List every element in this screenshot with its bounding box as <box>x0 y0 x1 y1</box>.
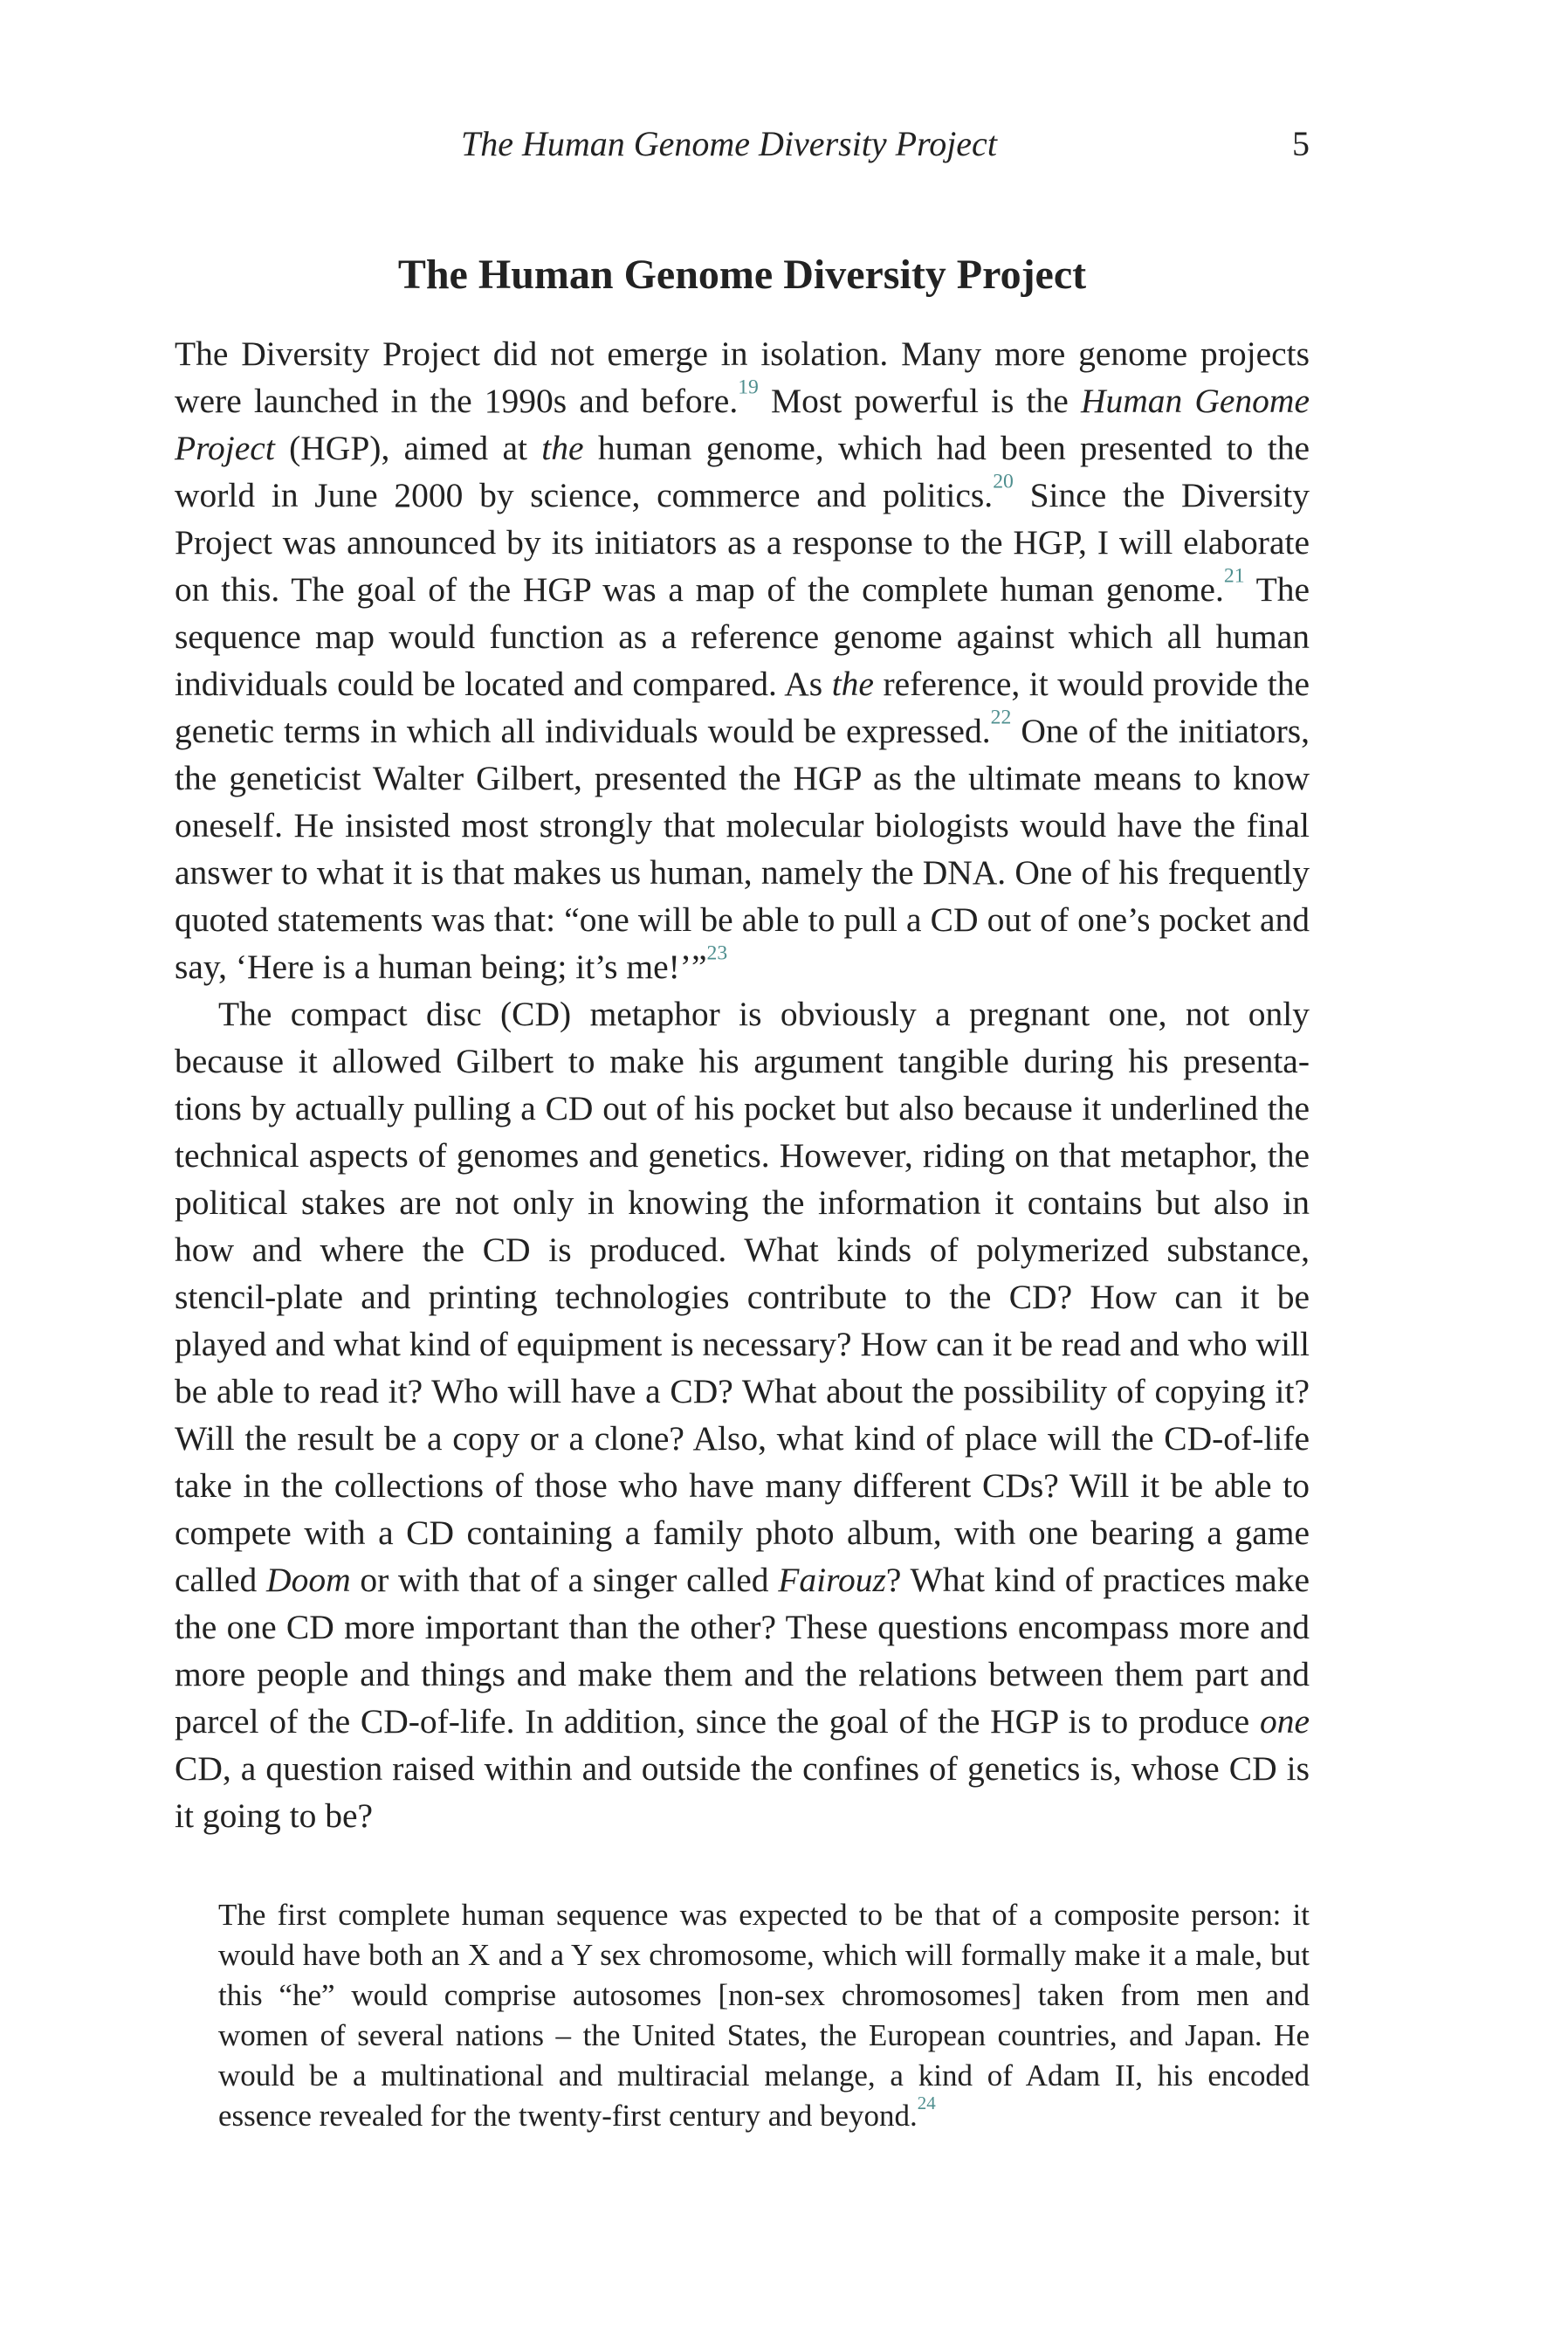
running-head <box>175 122 1310 166</box>
p1-text: Most powerful is the <box>758 382 1081 420</box>
p2-text: ? What kind of practices make the one CD more important than the other? These questions encompass more and more people and things and make them and the relations between them part and parcel of the CD-of-life. In addition, since the goal of the HGP is to produce <box>175 1561 1310 1741</box>
p2-emphasis: one <box>1259 1702 1310 1741</box>
p1-text: One of the initiators, the geneticist Walter Gilbert, presented the HGP as the ultimate means to know oneself. He insisted most strongly that molecular biologists would have the final answer to what it is that makes us human, namely the DNA. One of his frequently quoted statements was that: “one will be able to pull a CD out of one’s pocket and say, ‘Here is a human being; it’s me!’” <box>175 712 1310 986</box>
paragraph-2 <box>175 990 1310 1839</box>
p1-text: Since the Diversity Project was announced by its initiators as a response to the HGP, I will elaborate on this. The goal of the HGP was a map of the complete human genome. <box>175 476 1310 609</box>
footnote-ref-19: 19 <box>738 376 759 399</box>
p2-emphasis: Doom <box>266 1561 351 1599</box>
p1-text: (HGP), aimed at <box>274 429 542 467</box>
p2-text: The compact disc (CD) metaphor is obviously a pregnant one, not only because it allowed Gilbert to make his argument tangible during his presenta-tions by actually pulling a CD out of his pocket but also because it underlined the technical aspects of genomes and genetics. However, riding on that metaphor, the political stakes are not only in knowing the information it contains but also in how and where the CD is produced. What kinds of polymerized substance, stencil-plate and printing technologies contribute to the CD? How can it be played and what kind of equipment is necessary? How can it be read and who will be able to read it? Who will have a CD? What about the possibility of copying it? Will the result be a copy or a clone? Also, what kind of place will the CD-of-life take in the collections of those who have many different CDs? Will it be able to compete with a CD containing a family photo album, with one bearing a game called <box>175 995 1310 1599</box>
footnote-ref-21: 21 <box>1223 564 1245 588</box>
block-quote-text: The first complete human sequence was expected to be that of a composite person: it would have both an X and a Y sex chromosome, which will formally make it a male, but this “he” would comprise autosomes [non-sex chromosomes] taken from men and women of several nations – the United States, the European countries, and Japan. He would be a multinational and multiracial melange, a kind of Adam II, his encoded essence revealed for the twenty-first century and beyond. <box>218 1898 1310 2133</box>
p2-text: CD, a question raised within and outside the confines of genetics is, whose CD is it going to be? <box>175 1749 1310 1835</box>
body-text <box>175 330 1310 1839</box>
running-head-title: The Human Genome Diversity Project <box>461 124 997 163</box>
p1-text: reference, it would provide the genetic terms in which all individuals would be expressed. <box>175 665 1310 750</box>
footnote-ref-20: 20 <box>993 470 1014 493</box>
p2-text: or with that of a singer called <box>350 1561 779 1599</box>
p1-text: The sequence map would function as a reference genome against which all human individuals could be located and compared. As <box>175 570 1310 703</box>
footnote-ref-22: 22 <box>990 706 1012 729</box>
page-number: 5 <box>1292 124 1310 163</box>
p1-emphasis: the <box>541 429 584 467</box>
p2-emphasis: Fairouz <box>778 1561 886 1599</box>
footnote-ref-23: 23 <box>706 941 728 965</box>
block-quote <box>218 1895 1310 2136</box>
p1-emphasis: Human Genome Project <box>175 382 1310 467</box>
p1-text: The Diversity Project did not emerge in isolation. Many more genome projects were launched in the 1990s and before. <box>175 334 1310 420</box>
section-heading: The Human Genome Diversity Project <box>397 252 1087 298</box>
p1-emphasis: the <box>831 665 874 703</box>
paragraph-1 <box>175 330 1310 990</box>
p1-text: human genome, which had been presented to the world in June 2000 by science, commerce and politics. <box>175 429 1310 514</box>
footnote-ref-24: 24 <box>917 2092 936 2114</box>
